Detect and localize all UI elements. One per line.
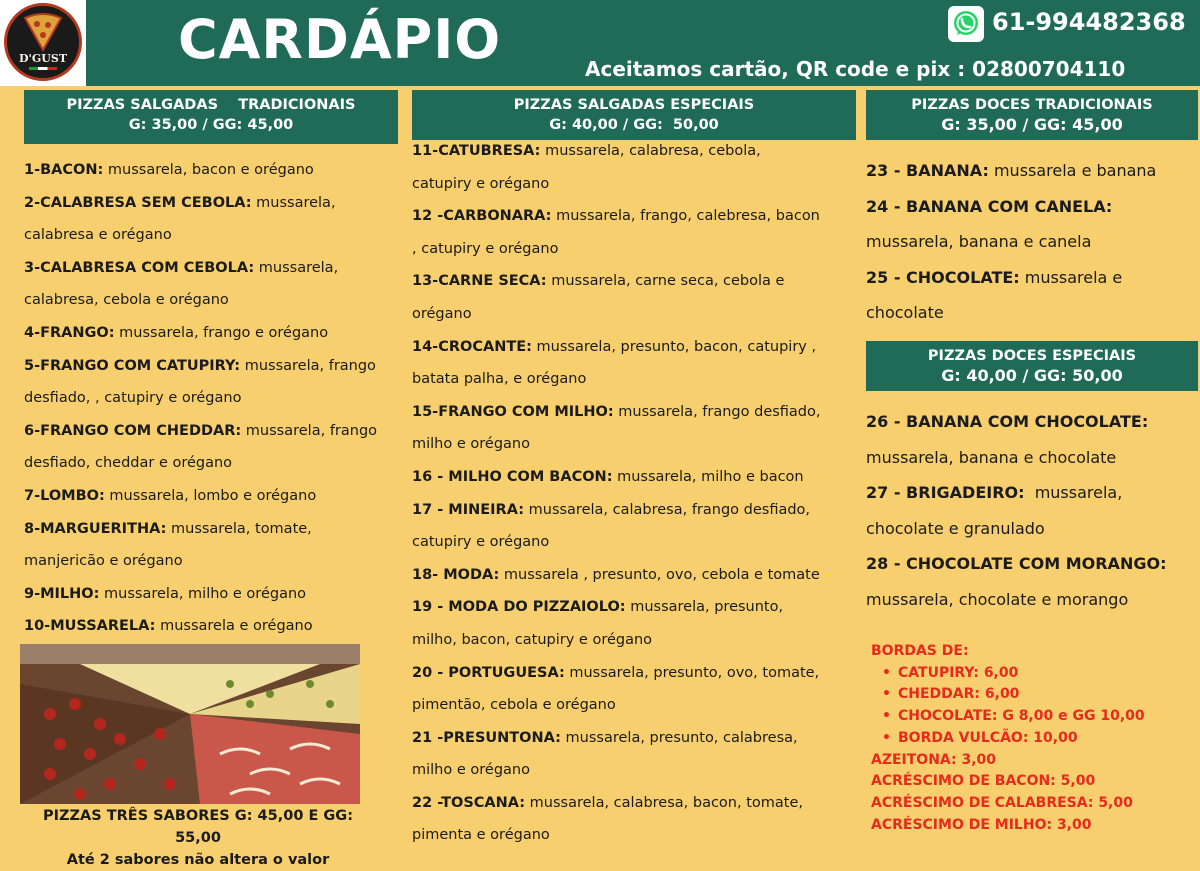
menu-item-description: mussarela, chocolate e morango (866, 589, 1129, 609)
section-price: G: 40,00 / GG: 50,00 (941, 366, 1123, 385)
menu-item-description: , catupiry e orégano (412, 240, 559, 257)
menu-item-line (412, 689, 860, 722)
menu-item-description: chocolate (866, 303, 944, 323)
extra-option: ACRÉSCIMO DE BACON: 5,00 (871, 773, 1096, 790)
menu-item-name: 25 - CHOCOLATE: (866, 267, 1020, 287)
menu-item-description: mussarela, banana e canela (866, 232, 1092, 252)
menu-item-description: milho, bacon, catupiry e orégano (412, 631, 653, 648)
menu-item-line (412, 754, 860, 787)
menu-item-line (24, 415, 410, 448)
menu-item-description: mussarela e orégano (155, 618, 313, 635)
menu-item-line (866, 224, 1200, 260)
section-header-salgadas-especiais (412, 90, 856, 140)
menu-item-line (412, 396, 860, 429)
menu-item-line (866, 295, 1200, 331)
menu-item-description: mussarela, presunto, calabresa, (560, 729, 798, 746)
menu-item-line (412, 722, 860, 755)
menu-item-line (866, 404, 1200, 440)
menu-item-line (24, 350, 410, 383)
border-option: • BORDA VULCÃO: 10,00 (871, 728, 1145, 750)
menu-item-line (866, 440, 1200, 476)
section-header-doces-especiais (866, 341, 1198, 391)
menu-item-description: mussarela e banana (988, 161, 1157, 180)
menu-item-description: mussarela , presunto, ovo, cebola e tomate (499, 566, 820, 583)
menu-item-name: 18- MODA: (412, 566, 500, 583)
menu-item-line (866, 582, 1200, 618)
menu-item-line (412, 298, 860, 331)
menu-item-description: mussarela, milho e orégano (99, 585, 307, 602)
menu-item-name: 11-CATUBRESA: (412, 143, 541, 159)
menu-item-name: 23 - BANANA: (866, 161, 989, 180)
menu-item-description: mussarela e (1019, 267, 1123, 287)
menu-item-description: mussarela, presunto, bacon, catupiry , (531, 338, 817, 355)
menu-item-name: 16 - MILHO COM BACON: (412, 468, 613, 485)
menu-item-description: mussarela, lombo e orégano (104, 487, 317, 504)
menu-item-name: 9-MILHO: (24, 585, 100, 602)
menu-item-description: mussarela, banana e chocolate (866, 447, 1117, 467)
menu-item-name: 12 -CARBONARA: (412, 208, 552, 225)
menu-item-line (24, 187, 410, 220)
menu-list-doces-tradicionais (866, 153, 1200, 331)
logo-text: D'GUST (18, 52, 68, 65)
menu-item-description: mussarela, calabresa, cebola, (540, 143, 761, 159)
menu-item-name: 6-FRANGO COM CHEDDAR: (24, 422, 242, 439)
menu-item-line (866, 511, 1200, 547)
section-title: PIZZAS DOCES ESPECIAIS (927, 348, 1137, 364)
menu-item-line (412, 494, 860, 527)
menu-item-name: 22 -TOSCANA: (412, 794, 526, 811)
menu-item-description: mussarela, milho e bacon (612, 468, 804, 485)
section-price: G: 40,00 / GG: 50,00 (549, 117, 719, 133)
menu-item-name: 7-LOMBO: (24, 487, 105, 504)
menu-item-description: mussarela, (1024, 483, 1123, 503)
border-option: • CATUPIRY: 6,00 (871, 663, 1145, 685)
menu-item-line (412, 265, 860, 298)
menu-item-name: 4-FRANGO: (24, 324, 115, 341)
menu-item-description: mussarela, frango desfiado, (613, 403, 821, 420)
menu-item-line (866, 189, 1200, 225)
menu-item-description: mussarela, frango e orégano (114, 324, 329, 341)
menu-item-line (24, 219, 410, 252)
menu-list-salgadas-especiais (412, 135, 860, 852)
menu-item-description: mussarela, frango (240, 357, 376, 374)
menu-item-line (412, 200, 860, 233)
menu-item-description: pimenta e orégano (412, 827, 550, 844)
menu-item-name: 24 - BANANA COM CANELA: (866, 196, 1113, 216)
menu-item-line (24, 154, 410, 187)
menu-item-line (866, 260, 1200, 296)
section-title: PIZZAS SALGADAS ESPECIAIS (513, 97, 755, 113)
extra-option: ACRÉSCIMO DE CALABRESA: 5,00 (871, 794, 1133, 811)
menu-item-description: mussarela, calabresa, frango desfiado, (524, 501, 811, 518)
brand-logo (4, 3, 82, 81)
menu-item-description: catupiry e orégano (412, 175, 550, 192)
menu-item-name: 3-CALABRESA COM CEBOLA: (24, 259, 255, 276)
pizza-photo (20, 644, 360, 804)
menu-item-line (24, 545, 410, 578)
menu-item-description: mussarela, presunto, (625, 599, 784, 616)
menu-item-name: 15-FRANGO COM MILHO: (412, 403, 614, 420)
page-title: CARDÁPIO (178, 8, 502, 71)
menu-item-line (412, 526, 860, 559)
menu-list-doces-especiais (866, 404, 1200, 618)
bordas-title: BORDAS DE: (871, 643, 969, 659)
menu-item-name: 13-CARNE SECA: (412, 273, 547, 290)
menu-item-description: milho e orégano (412, 762, 530, 779)
flag-stripe (29, 67, 57, 70)
menu-item-line (866, 546, 1200, 582)
section-header-salgadas-tradicionais (24, 90, 398, 144)
section-header-doces-tradicionais (866, 90, 1198, 140)
extra-option: ACRÉSCIMO DE MILHO: 3,00 (871, 816, 1092, 833)
menu-item-line (412, 559, 860, 592)
border-option: • CHEDDAR: 6,00 (871, 684, 1145, 706)
section-title: PIZZAS SALGADAS TRADICIONAIS (66, 97, 356, 113)
menu-item-line (412, 233, 860, 266)
menu-item-name: 2-CALABRESA SEM CEBOLA: (24, 194, 252, 211)
menu-item-description: desfiado, , catupiry e orégano (24, 390, 242, 407)
menu-item-line (24, 252, 410, 285)
menu-item-description: mussarela, bacon e orégano (103, 162, 314, 178)
menu-item-line (24, 578, 410, 611)
menu-item-name: 19 - MODA DO PIZZAIOLO: (412, 599, 626, 616)
three-flavors-info (20, 805, 376, 871)
three-flavors-note: Até 2 sabores não altera o valor (66, 852, 330, 868)
menu-item-name: 28 - CHOCOLATE COM MORANGO: (866, 554, 1167, 574)
pizza-slice-icon (21, 12, 65, 52)
menu-item-line (412, 428, 860, 461)
menu-item-line (412, 591, 860, 624)
menu-item-name: 17 - MINEIRA: (412, 501, 525, 518)
menu-item-name: 8-MARGUERITHA: (24, 520, 167, 537)
menu-item-line (24, 447, 410, 480)
menu-item-description: catupiry e orégano (412, 534, 550, 551)
menu-item-description: mussarela, (251, 194, 336, 211)
menu-item-description: batata palha, e orégano (412, 371, 587, 388)
menu-item-description: mussarela, presunto, ovo, tomate, (564, 664, 820, 681)
menu-item-line (24, 382, 410, 415)
three-flavors-price: PIZZAS TRÊS SABORES G: 45,00 E GG: 55,00 (42, 808, 354, 846)
pizza-image (20, 644, 360, 804)
header-bar (0, 0, 1200, 86)
menu-item-name: 14-CROCANTE: (412, 338, 532, 355)
menu-item-line (24, 480, 410, 513)
menu-item-name: 1-BACON: (24, 162, 104, 178)
menu-item-line (412, 819, 860, 852)
section-price: G: 35,00 / GG: 45,00 (128, 117, 294, 133)
border-option: • CHOCOLATE: G 8,00 e GG 10,00 (871, 706, 1145, 728)
menu-item-description: mussarela, frango (241, 422, 378, 439)
menu-item-line (24, 610, 410, 643)
menu-item-description: desfiado, cheddar e orégano (24, 455, 233, 472)
menu-item-line (412, 657, 860, 690)
menu-item-description: mussarela, calabresa, bacon, tomate, (525, 794, 803, 811)
menu-item-line (412, 168, 860, 201)
menu-item-line (24, 513, 410, 546)
menu-item-name: 20 - PORTUGUESA: (412, 664, 565, 681)
payment-info: Aceitamos cartão, QR code e pix : 02800704110 (585, 57, 1126, 81)
menu-item-description: mussarela, (254, 259, 339, 276)
menu-item-description: milho e orégano (412, 436, 530, 453)
menu-item-line (24, 284, 410, 317)
menu-item-name: 21 -PRESUNTONA: (412, 729, 561, 746)
menu-item-description: pimentão, cebola e orégano (412, 697, 616, 714)
menu-item-line (412, 363, 860, 396)
menu-item-name: 26 - BANANA COM CHOCOLATE: (866, 412, 1149, 431)
menu-item-description: mussarela, tomate, (166, 520, 312, 537)
menu-item-description: calabresa e orégano (24, 227, 172, 244)
menu-list-salgadas-tradicionais (24, 154, 410, 643)
menu-item-line (412, 331, 860, 364)
whatsapp-icon[interactable] (948, 6, 984, 42)
menu-item-description: calabresa, cebola e orégano (24, 292, 229, 309)
menu-item-name: 27 - BRIGADEIRO: (866, 483, 1025, 503)
menu-item-description: mussarela, carne seca, cebola e (546, 273, 785, 290)
menu-item-description: chocolate e granulado (866, 518, 1045, 538)
menu-item-description: manjericão e orégano (24, 553, 183, 570)
menu-item-name: 10-MUSSARELA: (24, 618, 156, 635)
extra-option: AZEITONA: 3,00 (871, 751, 997, 768)
phone-number[interactable]: 61-994482368 (992, 8, 1186, 36)
extras-list (871, 641, 1145, 836)
menu-item-description: orégano (412, 305, 472, 322)
section-title: PIZZAS DOCES TRADICIONAIS (911, 97, 1153, 113)
menu-item-description: mussarela, frango, calebresa, bacon (551, 208, 820, 225)
menu-item-line (412, 461, 860, 494)
section-price: G: 35,00 / GG: 45,00 (941, 115, 1123, 134)
menu-item-line (412, 787, 860, 820)
menu-item-line (866, 475, 1200, 511)
menu-item-line (866, 153, 1200, 189)
logo-container (0, 0, 86, 86)
menu-item-name: 5-FRANGO COM CATUPIRY: (24, 357, 241, 374)
menu-item-line (24, 317, 410, 350)
menu-item-line (412, 624, 860, 657)
menu-item-line (412, 135, 860, 168)
